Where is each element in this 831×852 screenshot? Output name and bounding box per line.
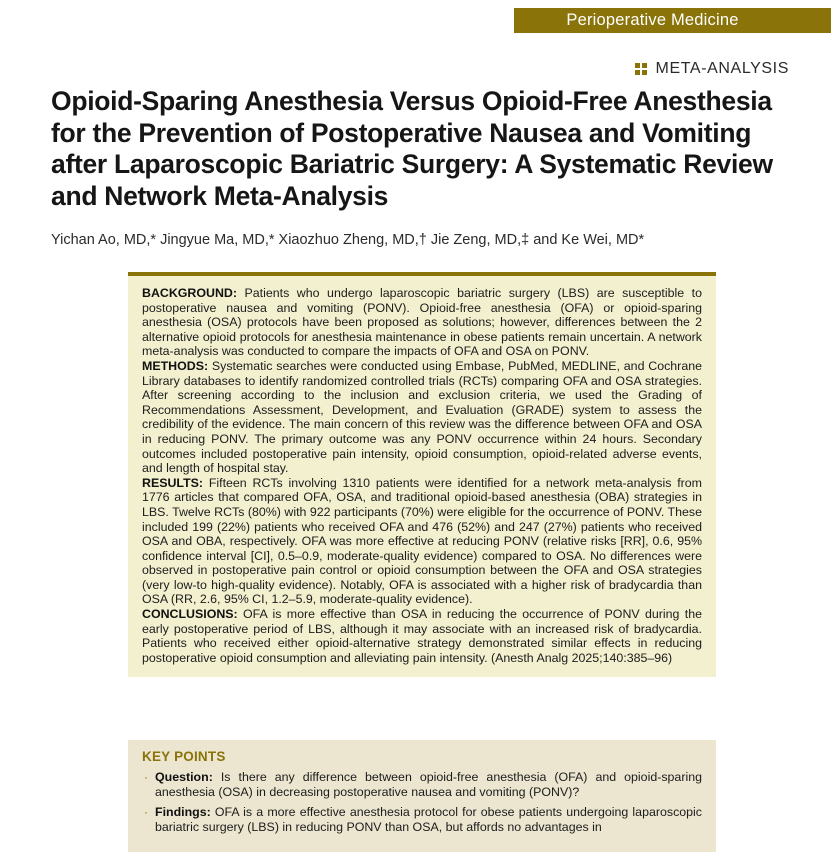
key-point-body: Is there any difference between opioid-free anesthesia (OFA) and opioid-sparing anesthesia (OSA) in decreasing postoperative nausea and vomiting (PONV)? <box>155 770 702 799</box>
grid-icon-cell <box>642 63 647 68</box>
abstract-background-text: Patients who undergo laparoscopic bariatric surgery (LBS) are susceptible to postoperative nausea and vomiting (PONV). Opioid-free anesthesia (OFA) or opioid-sparing anesthesia (OSA) protocols have been proposed as solutions; however, differences between the 2 alternative opioid protocols for anesthesia maintenance in obese patients remain uncertain. A network meta-analysis was conducted to compare the impacts of OFA and OSA on PONV. <box>142 286 702 359</box>
grid-2x2-icon <box>635 63 647 75</box>
key-point-text <box>155 770 702 799</box>
article-type-row <box>635 60 789 78</box>
key-point-label: Findings: <box>155 805 211 820</box>
key-point-text <box>155 805 702 834</box>
key-points-box <box>128 740 716 852</box>
abstract-conclusions-text: OFA is more effective than OSA in reducing the occurrence of PONV during the early postoperative period of LBS, although it may associate with an increased risk of bradycardia. Patients who received either opioid-alternative strategy demonstrated similar effects in reducing postoperative opioid consumption and alleviating pain intensity. (Anesth Analg 2025;140:385–96) <box>142 607 702 665</box>
abstract-methods-text: Systematic searches were conducted using Embase, PubMed, MEDLINE, and Cochrane Library databases to identify randomized controlled trials (RCTs) comparing OFA and OSA strategies. After screening according to the inclusion and exclusion criteria, we used the Grading of Recommendations Assessment, Development, and Evaluation (GRADE) system to assess the credibility of the evidence. The main concern of this review was the difference between OFA and OSA in reducing PONV. The primary outcome was any PONV occurrence within 24 hours. Secondary outcomes included postoperative pain intensity, opioid consumption, opioid-related adverse events, and length of hospital stay. <box>142 358 702 476</box>
abstract-box <box>128 272 716 677</box>
key-point-label: Question: <box>155 770 213 784</box>
bullet-icon: · <box>144 770 148 784</box>
abstract-results <box>142 476 702 607</box>
list-item <box>142 805 702 834</box>
abstract-methods <box>142 359 702 476</box>
grid-icon-cell <box>635 70 640 75</box>
abstract-background-label: BACKGROUND: <box>142 286 237 300</box>
abstract-results-text: Fifteen RCTs involving 1310 patients were identified for a network meta-analysis from 1776 articles that compared OFA, OSA, and traditional opioid-based anesthesia (OBA) strategies in LBS. Twelve RCTs (80%) with 922 participants (70%) were eligible for the occurrence of PONV. These included 199 (22%) patients who received OFA and 476 (52%) and 247 (27%) patients who received OSA and OBA, respectively. OFA was more effective at reducing PONV (relative risks [RR], 0.6, 95% confidence interval [CI], 0.5–0.9, moderate-quality evidence) compared to OSA. No differences were observed in postoperative pain control or opioid consumption between the OFA and OSA strategies (very low-to high-quality evidence). Notably, OFA is associated with a higher risk of bradycardia than OSA (RR, 2.6, 95% CI, 1.2–5.9, moderate-quality evidence). <box>142 475 702 607</box>
bullet-icon: · <box>144 805 148 820</box>
abstract-background <box>142 286 702 359</box>
author-list: Yichan Ao, MD,* Jingyue Ma, MD,* Xiaozhuo Zheng, MD,† Jie Zeng, MD,‡ and Ke Wei, MD* <box>51 232 645 248</box>
abstract-results-label: RESULTS: <box>142 475 204 490</box>
section-banner-label: Perioperative Medicine <box>566 11 739 29</box>
article-type-label: META-ANALYSIS <box>655 60 789 77</box>
grid-icon-cell <box>635 63 640 68</box>
list-item <box>142 770 702 799</box>
key-point-body: OFA is a more effective anesthesia protocol for obese patients undergoing laparoscopic bariatric surgery (LBS) in reducing PONV than OSA, but affords no advantages in <box>155 805 702 834</box>
key-points-title: KEY POINTS <box>142 749 226 764</box>
section-banner <box>514 8 831 33</box>
abstract-conclusions-label: CONCLUSIONS: <box>142 607 238 622</box>
page-title: Opioid-Sparing Anesthesia Versus Opioid-Free Anesthesia for the Prevention of Postoperative Nausea and Vomiting after Laparoscopic Bariatric Surgery: A Systematic Review and Network Meta-Analysis <box>51 86 773 211</box>
grid-icon-cell <box>642 70 647 75</box>
abstract-conclusions <box>142 607 702 665</box>
abstract-methods-label: METHODS: <box>142 358 209 373</box>
